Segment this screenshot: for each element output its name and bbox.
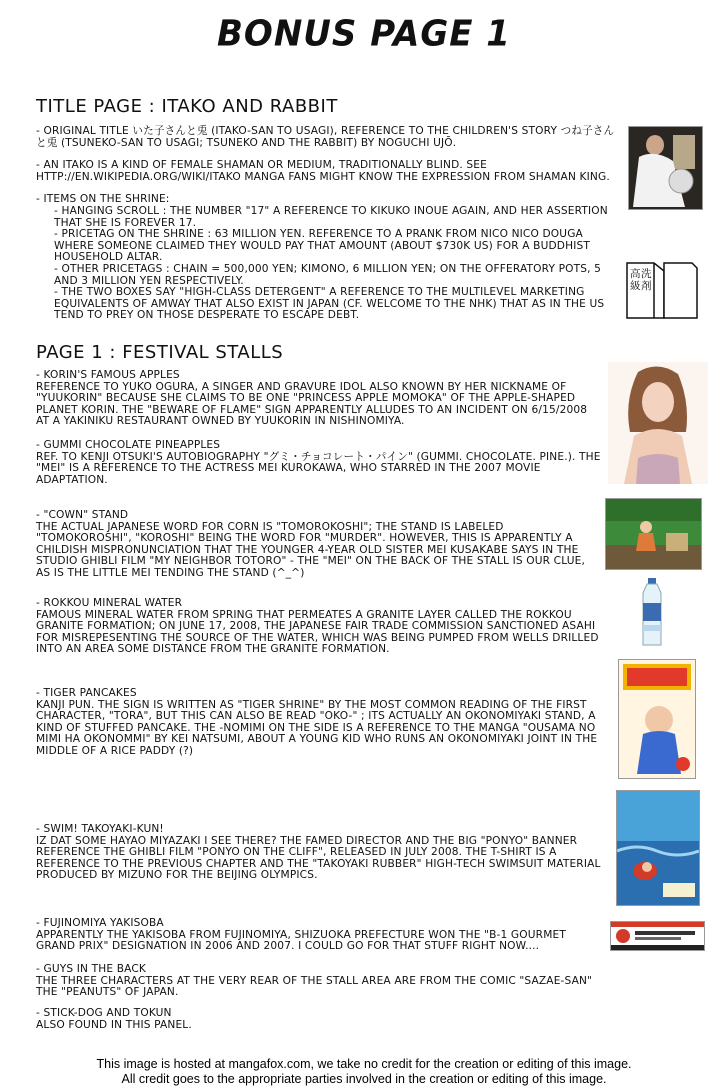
entry-fujinomiya-yakisoba bbox=[36, 918, 602, 953]
entry-cown-stand bbox=[36, 510, 602, 580]
shrine-item: - OTHER PRICETAGS : CHAIN = 500,000 YEN; KIMONO, 6 MILLION YEN; ON THE OFFERATORY POTS, 5 AND 3 MILLION YEN RESPECTIVELY. bbox=[54, 262, 602, 287]
entry-body: THE ACTUAL JAPANESE WORD FOR CORN IS "TOMOROKOSHI"; THE STAND IS LABELED "TOMOKOROSHI", "KOROSHI" BEING THE WORD FOR "MURDER". HOWEVER, THIS IS APPARENTLY A CHILDISH MISPRONUNCIATION THAT THE YOUNGER 4-YEAR OLD SISTER MEI KUSAKABE SAYS IN THE STUDIO GHIBLI FILM "MY NEIGHBOR TOTORO" - THE "MEI" ON THE BACK OF THE STALL IS OUR CLUE, AS IS THE LITTLE MEI TENDING THE STAND (^_^) bbox=[36, 520, 585, 579]
entry-title: - SWIM! TAKOYAKI-KUN! bbox=[36, 823, 164, 835]
entry-title: - ROKKOU MINERAL WATER bbox=[36, 597, 183, 609]
shrine-item: - HANGING SCROLL : THE NUMBER "17" A REFERENCE TO KIKUKO INOUE AGAIN, AND HER ASSERTION THAT SHE IS FOREVER 17. bbox=[54, 204, 608, 229]
entry-korin-apples bbox=[36, 370, 602, 428]
footer-line-1: This image is hosted at mangafox.com, we take no credit for the creation or editing of this image. bbox=[96, 1057, 632, 1071]
totoro-mei-screenshot bbox=[605, 498, 702, 570]
entry-title: - STICK-DOG AND TOKUN bbox=[36, 1007, 172, 1019]
entry-rokkou-water bbox=[36, 598, 602, 656]
water-bottle-image bbox=[640, 577, 664, 647]
entry-guys-in-back bbox=[36, 964, 602, 999]
section-heading-title-page: TITLE PAGE : ITAKO AND RABBIT bbox=[36, 96, 338, 117]
itako-note: - AN ITAKO IS A KIND OF FEMALE SHAMAN OR MEDIUM, TRADITIONALLY BLIND. SEE HTTP://EN.WIKIPEDIA.ORG/WIKI/ITAKO MANGA FANS MIGHT KNOW THE EXPRESSION FROM SHAMAN KING. bbox=[36, 159, 610, 183]
entry-title: - FUJINOMIYA YAKISOBA bbox=[36, 917, 164, 929]
entry-title: - GUMMI CHOCOLATE PINEAPPLES bbox=[36, 439, 221, 451]
entry-swim-takoyaki bbox=[36, 824, 602, 882]
footer-line-2: All credit goes to the appropriate parties involved in the creation or editing of this image. bbox=[121, 1072, 607, 1086]
okonomimi-manga-cover bbox=[618, 659, 696, 779]
detergent-boxes-image bbox=[624, 260, 700, 322]
shrine-item: - THE TWO BOXES SAY "HIGH-CLASS DETERGENT" A REFERENCE TO THE MULTILEVEL MARKETING EQUIVALENTS OF AMWAY THAT ALSO EXIST IN JAPAN (CF. WELCOME TO THE NHK) THAT AS IN THE US TEND TO PREY ON THOSE DESPERATE TO ESCAPE DEBT. bbox=[54, 286, 605, 322]
entry-body: REF. TO KENJI OTSUKI'S AUTOBIOGRAPHY "グミ・チョコレート・パイン" (GUMMI. CHOCOLATE. PINE.). THE "MEI" IS A REFERENCE TO THE ACTRESS MEI KUROKAWA, WHO STARRED IN THE 2007 MOVIE ADAPTATION. bbox=[36, 450, 601, 486]
shrine-items-header: - ITEMS ON THE SHRINE: bbox=[36, 193, 170, 206]
original-title-note: - ORIGINAL TITLE いた子さんと兎 (ITAKO-SAN TO USAGI), REFERENCE TO THE CHILDREN'S STORY つね子さんと兎 (TSUNEKO-SAN TO USAGI; TSUNEKO AND THE RABBIT) BY NOGUCHI UJŌ. bbox=[36, 125, 615, 149]
yuko-ogura-photo bbox=[608, 362, 708, 484]
entry-title: - "COWN" STAND bbox=[36, 509, 129, 521]
entry-body: ALSO FOUND IN THIS PANEL. bbox=[36, 1018, 192, 1031]
title-page-notes bbox=[36, 126, 620, 322]
entry-body: THE THREE CHARACTERS AT THE VERY REAR OF THE STALL AREA ARE FROM THE COMIC "SAZAE-SAN" THE "PEANUTS" OF JAPAN. bbox=[36, 974, 593, 999]
box-label-2: 洗剤 bbox=[641, 268, 652, 292]
b1-grand-prix-banner bbox=[610, 921, 705, 951]
ponyo-poster bbox=[616, 790, 700, 906]
entry-stick-dog bbox=[36, 1008, 602, 1031]
entry-title: - KORIN'S FAMOUS APPLES bbox=[36, 369, 180, 381]
shrine-item: - PRICETAG ON THE SHRINE : 63 MILLION YEN. REFERENCE TO A PRANK FROM NICO NICO DOUGA WHERE SOMEONE CLAIMED THEY WOULD PAY THAT AMOUNT (ABOUT $730K US) FOR A BUDDHIST HOUSEHOLD ALTAR. bbox=[54, 228, 590, 264]
entry-title: - GUYS IN THE BACK bbox=[36, 963, 147, 975]
entry-body: APPARENTLY THE YAKISOBA FROM FUJINOMIYA, SHIZUOKA PREFECTURE WON THE "B-1 GOURMET GRAND PRIX" DESIGNATION IN 2006 AND 2007. I COULD GO FOR THAT STUFF RIGHT NOW.... bbox=[36, 928, 566, 953]
box-label-1: 高級 bbox=[630, 268, 641, 292]
entry-tiger-pancakes bbox=[36, 688, 602, 758]
hosting-footer bbox=[0, 1057, 728, 1087]
page-title: BONUS PAGE 1 bbox=[217, 13, 511, 55]
entry-title: - TIGER PANCAKES bbox=[36, 687, 137, 699]
entry-body: FAMOUS MINERAL WATER FROM SPRING THAT PERMEATES A GRANITE LAYER CALLED THE ROKKOU GRANITE FORMATION; ON JUNE 17, 2008, THE JAPANESE FAIR TRADE COMMISSION SANCTIONED ASAHI FOR MISREPESENTING THE SOURCE OF THE WATER, WHICH WAS BEING PUMPED FROM WELLS DRILLED INTO AN AREA SOME DISTANCE FROM THE GRANITE FORMATION. bbox=[36, 608, 599, 656]
entry-body: REFERENCE TO YUKO OGURA, A SINGER AND GRAVURE IDOL ALSO KNOWN BY HER NICKNAME OF "YUUKORIN" BECAUSE SHE CLAIMS TO BE ONE "PRINCESS APPLE MOMOKA" OF THE APPLE-SHAPED PLANET KORIN. THE "BEWARE OF FLAME" SIGN APPARENTLY ALLUDES TO AN INCIDENT ON 6/15/2008 AT A YAKINIKU RESTAURANT OWNED BY YUUKORIN IN NISHINOMIYA. bbox=[36, 380, 588, 428]
section-heading-page-1: PAGE 1 : FESTIVAL STALLS bbox=[36, 342, 284, 363]
entry-gummi-chocolate bbox=[36, 440, 602, 486]
entry-body: IZ DAT SOME HAYAO MIYAZAKI I SEE THERE? THE FAMED DIRECTOR AND THE BIG "PONYO" BANNER REFERENCE THE GHIBLI FILM "PONYO ON THE CLIFF", RELEASED IN JULY 2008. THE T-SHIRT IS A REFERENCE TO THE PREVIOUS CHAPTER AND THE "TAKOYAKI RUBBER" HIGH-TECH SWIMSUIT MATERIAL PRODUCED BY MIZUNO FOR THE BEIJING OLYMPICS. bbox=[36, 834, 601, 882]
itako-photo bbox=[628, 126, 703, 210]
entry-body: KANJI PUN. THE SIGN IS WRITTEN AS "TIGER SHRINE" BY THE MOST COMMON READING OF THE FIRST CHARACTER, "TORA", BUT THIS CAN ALSO BE READ "OKO-" ; ITS ACTUALLY AN OKONOMIYAKI STAND, A KIND OF STUFFED PANCAKE. THE -NOMIMI ON THE SIDE IS A REFERENCE TO THE MANGA "OUSAMA NO MIMI HA OKONOMMI" BY KEI NATSUMI, ABOUT A YOUNG KID WHO RUNS AN OKONOMIYAKI JOINT IN THE MIDDLE OF A RICE PADDY (?) bbox=[36, 698, 598, 757]
